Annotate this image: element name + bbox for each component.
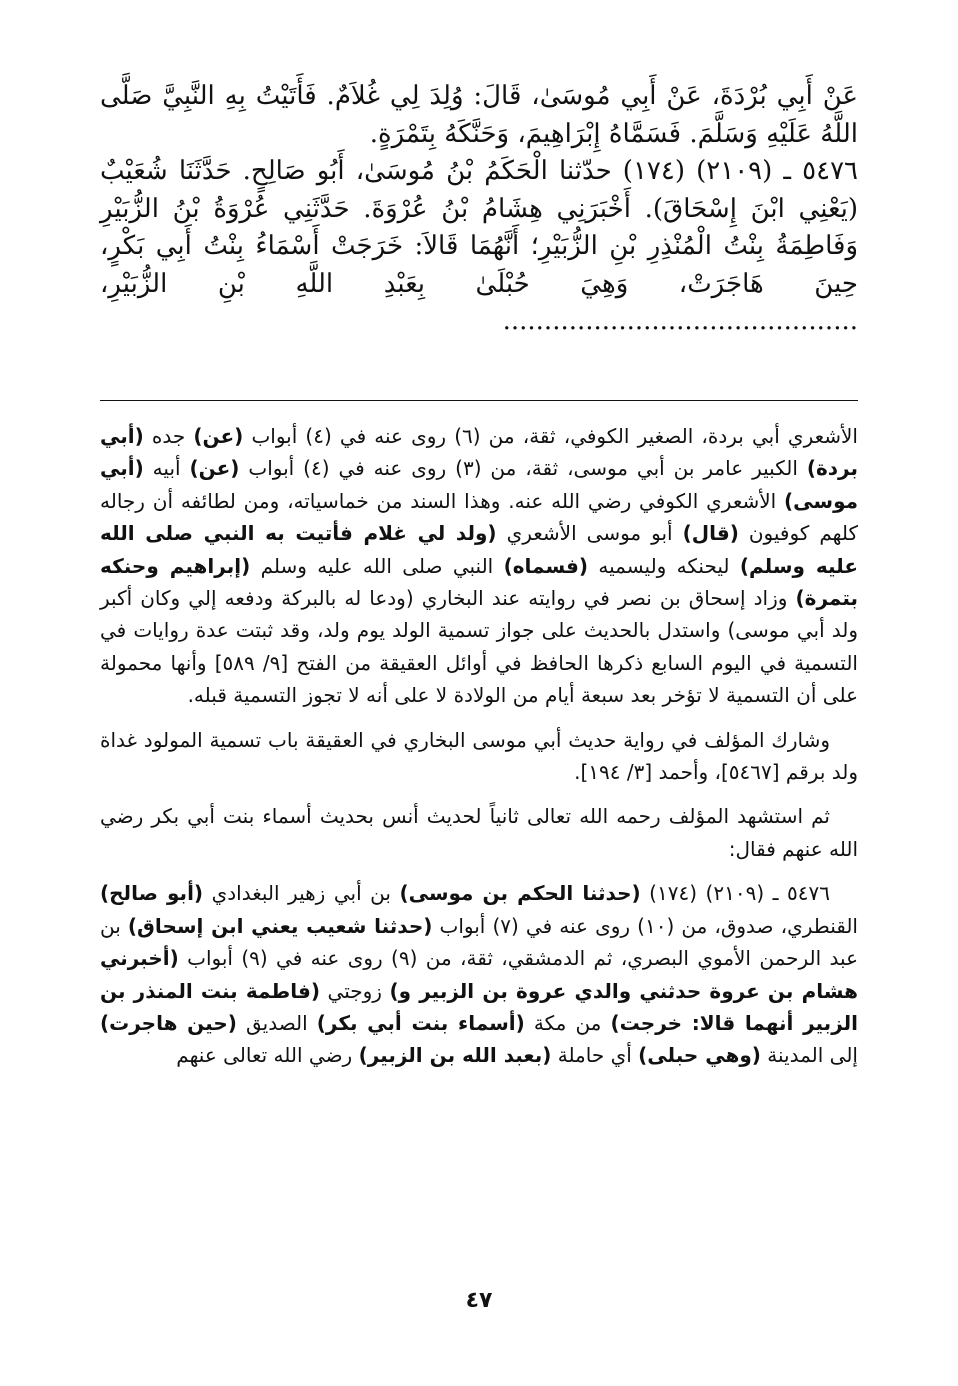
commentary-paragraph-4	[100, 877, 858, 1071]
text-run: الأشعري أبي بردة، الصغير الكوفي، ثقة، من (٦) روى عنه في (٤) أبواب	[243, 424, 858, 448]
text-run: أي حاملة	[551, 1043, 639, 1068]
bold-run: (فاطمة بنت المنذر بن الزبير أنهما قالا: خرجت)	[100, 978, 859, 1035]
footnote-separator-line	[100, 400, 858, 401]
hadith-paragraph-1: عَنْ أَبِي بُرْدَةَ، عَنْ أَبِي مُوسَىٰ، قَالَ: وُلِدَ لِي غُلاَمٌ. فَأَتَيْتُ بِهِ النَّبِيَّ صَلَّى اللَّهُ عَلَيْهِ وَسَلَّمَ. فَسَمَّاهُ إِبْرَاهِيمَ، وَحَنَّكَهُ بِتَمْرَةٍ.	[100, 81, 858, 149]
bold-run: (وهي حبلى)	[638, 1043, 761, 1068]
bold-run: (أبي بردة)	[100, 424, 858, 481]
bold-run: (أسماء بنت أبي بكر)	[316, 1010, 525, 1035]
bold-run: (حين هاجرت)	[100, 1010, 237, 1035]
bold-run: (ولد لي غلام فأتيت به النبي صلى الله عليه وسلم)	[100, 521, 858, 578]
text-run: ٥٤٧٦ ـ (٢١٠٩) (١٧٤)	[640, 881, 830, 906]
text-run: الكبير عامر بن أبي موسى، ثقة، من (٣) روى عنه في (٤) أبواب	[239, 456, 807, 481]
text-run: الصديق	[236, 1010, 317, 1035]
ellipsis-dots: ...........................................	[502, 306, 858, 336]
text-run: من مكة	[524, 1010, 611, 1035]
bold-run: (أبي موسى)	[100, 456, 858, 513]
bold-run: (أبو صالح)	[100, 881, 204, 906]
hadith-paragraph-2	[100, 153, 858, 341]
text-run: أبيه	[143, 456, 190, 481]
bold-run: (فسماه)	[503, 553, 589, 578]
bold-run: (عن)	[189, 456, 240, 481]
text-run: جده	[143, 424, 194, 448]
hadith-text-block	[100, 78, 858, 341]
page-number: ٤٧	[465, 1288, 493, 1313]
bold-run: (أخبرني هشام بن عروة حدثني والدي عروة بن الزبير و)	[100, 946, 858, 1003]
bold-run: (قال)	[682, 521, 739, 546]
bold-run: (حدثنا شعيب يعني ابن إسحاق)	[127, 913, 433, 938]
commentary-paragraph-1	[100, 420, 858, 712]
commentary-paragraph-2: وشارك المؤلف في رواية حديث أبي موسى البخاري في العقيقة باب تسمية المولود غداة ولد برقم [٥٤٦٧]، وأحمد [٣/ ١٩٤].	[100, 727, 858, 785]
commentary-paragraph-3: ثم استشهد المؤلف رحمه الله تعالى ثانياً لحديث أنس بحديث أسماء بنت أبي بكر رضي الله عنهم فقال:	[100, 804, 858, 861]
text-run: الأشعري الكوفي رضي الله عنه. وهذا السند من خماسياته، ومن لطائفه أن رجاله كلهم كوفيون	[100, 488, 858, 546]
text-run: بن عبد الرحمن الأموي البصري، ثم الدمشقي، ثقة، من (٩) روى عنه في (٩) أبواب	[100, 913, 859, 971]
bold-run: (عن)	[193, 424, 244, 448]
text-run: أبو موسى الأشعري	[496, 521, 683, 546]
text-run: وزاد إسحاق بن نصر في روايته عند البخاري (ودعا له بالبركة ودفعه إلي وكان أكبر ولد أبي موسى) واستدل بالحديث على جواز تسمية الولد يوم ولد، وقد ثبتت عدة روايات في التسمية في اليوم السابع ذكرها الحافظ في أوائل العقيقة من الفتح [٩/ ٥٨٩] وأنها محمولة على أن التسمية لا تؤخر بعد سبعة أيام من الولادة لا على أنه لا تجوز التسمية قبله.	[100, 586, 858, 708]
text-run: زوجتي	[319, 978, 390, 1003]
text-run: بن أبي زهير البغدادي	[203, 881, 400, 906]
bold-run: (إبراهيم وحنكه بتمرة)	[100, 553, 858, 611]
text-run: النبي صلى الله عليه وسلم	[250, 553, 504, 578]
hadith-paragraph-2-text: ٥٤٧٦ ـ (٢١٠٩) (١٧٤) حدّثنا الْحَكَمُ بْنُ مُوسَىٰ، أَبُو صَالِحٍ. حَدَّثَنَا شُعَيْبٌ (يَعْنِي ابْنَ إِسْحَاقَ). أَخْبَرَنِي هِشَامُ بْنُ عُرْوَةَ. حَدَّثَنِي عُرْوَةُ بْنُ الزُّبَيْرِ وَفَاطِمَةُ بِنْتُ الْمُنْذِرِ بْنِ الزُّبَيْرِ؛ أَنَّهُمَا قَالاَ: خَرَجَتْ أَسْمَاءُ بِنْتُ أَبِي بَكْرٍ، حِينَ هَاجَرَتْ، وَهِيَ حُبْلَىٰ بِعَبْدِ اللَّهِ بْنِ الزُّبَيْرِ،	[100, 156, 859, 299]
text-run: إلى المدينة	[760, 1043, 858, 1068]
text-run: ليحنكه وليسميه	[588, 553, 740, 578]
commentary-block	[100, 420, 858, 1084]
bold-run: (بعبد الله بن الزبير)	[358, 1043, 552, 1068]
text-run: رضي الله تعالى عنهم	[176, 1043, 359, 1068]
bold-run: (حدثنا الحكم بن موسى)	[399, 881, 641, 906]
text-run: القنطري، صدوق، من (١٠) روى عنه في (٧) أبواب	[432, 913, 858, 938]
